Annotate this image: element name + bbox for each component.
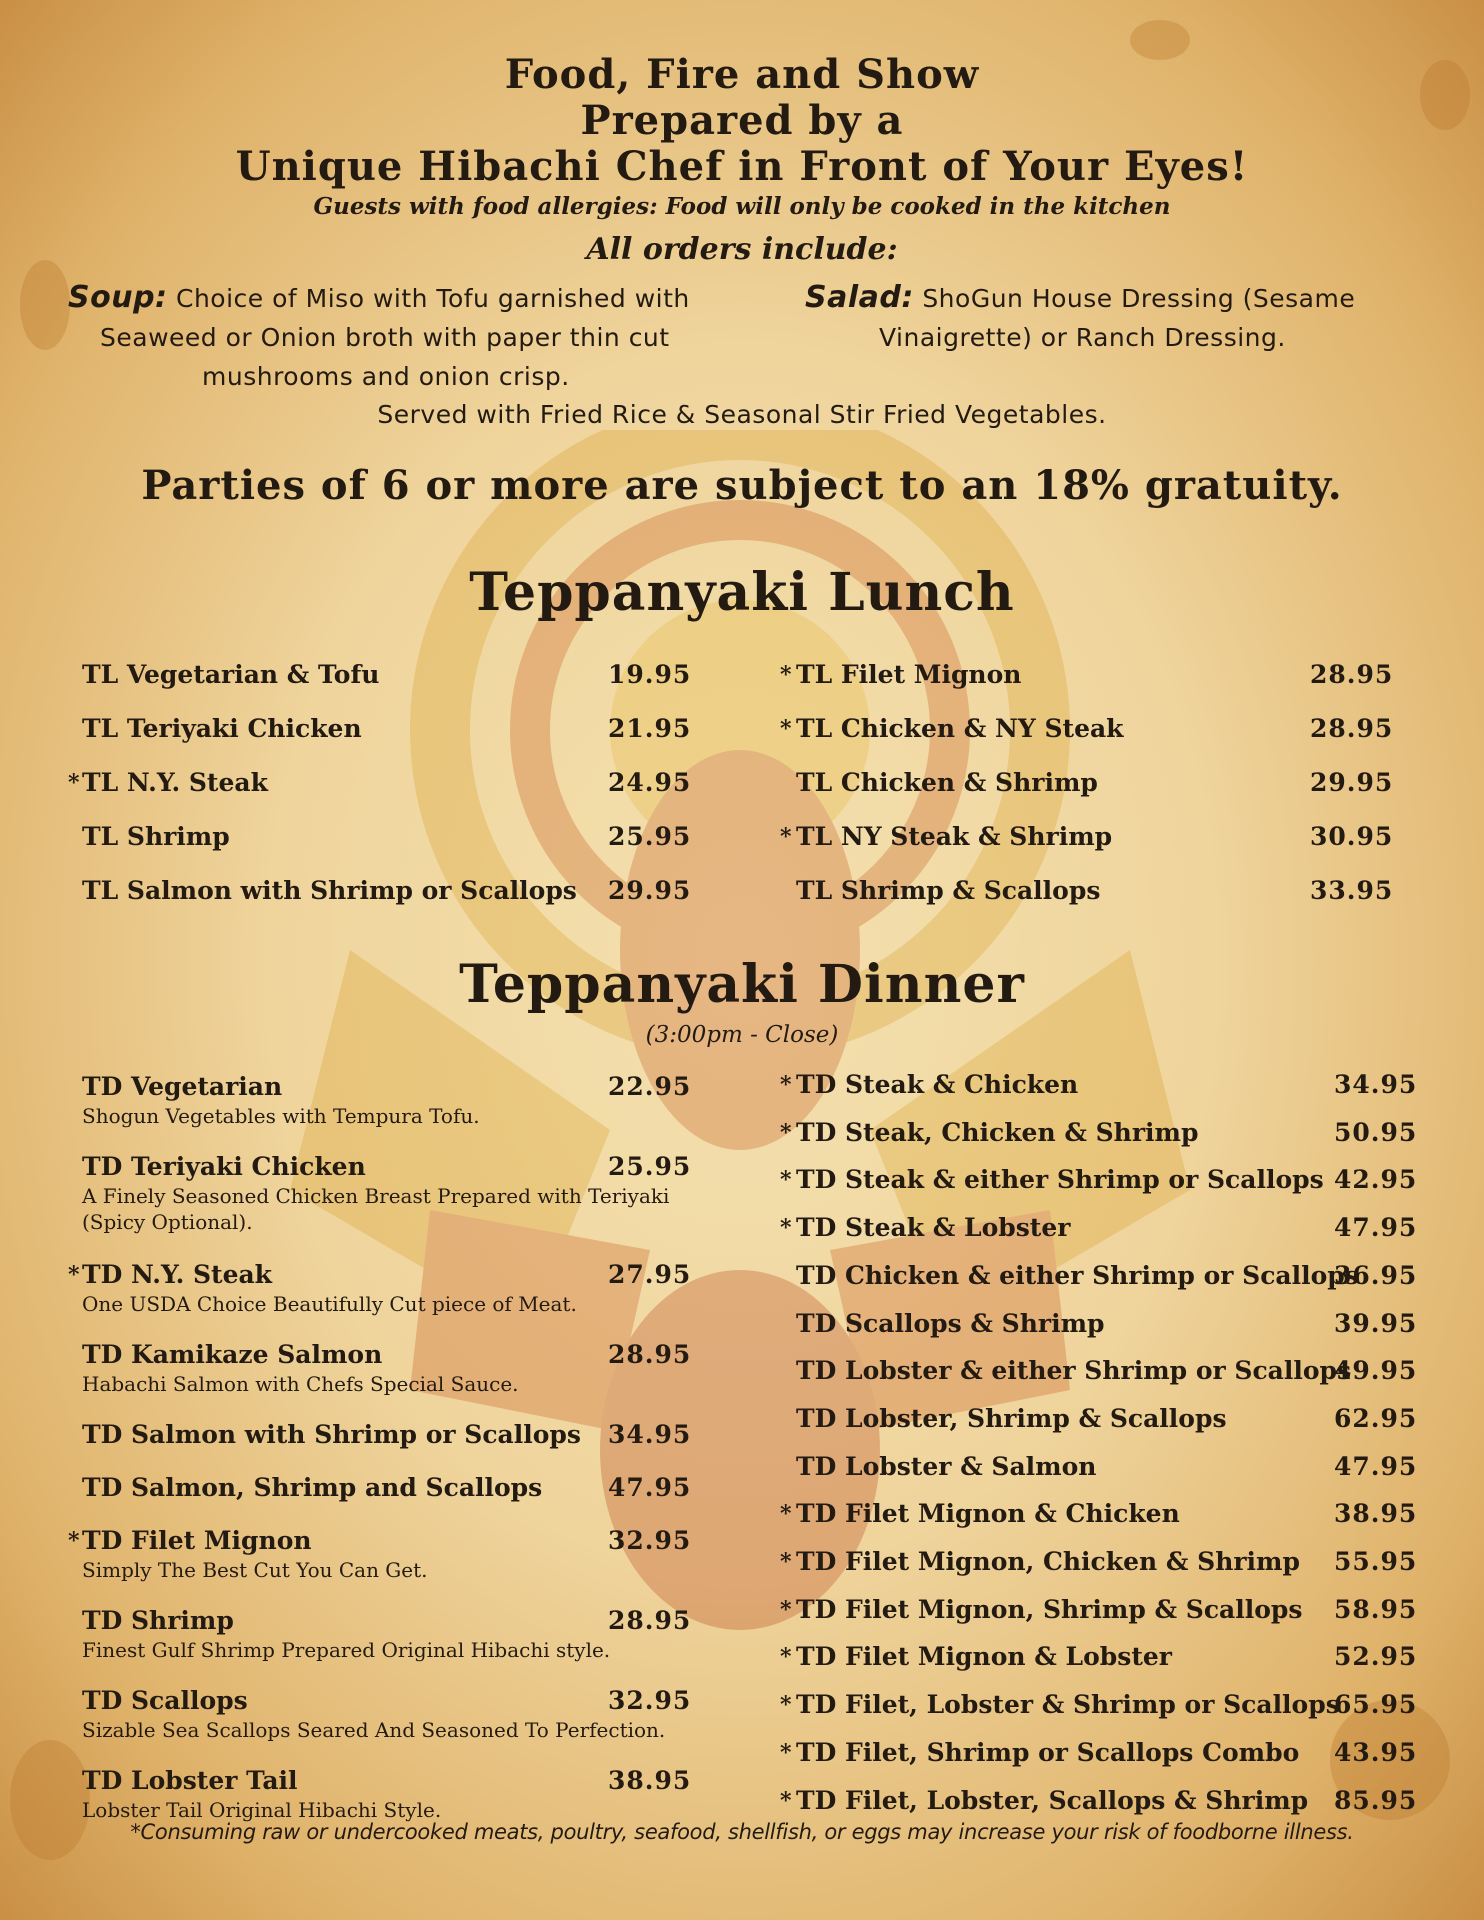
dinner-item-price: 36.95 bbox=[1334, 1260, 1418, 1290]
lunch-item-name: TL N.Y. Steak bbox=[82, 768, 268, 797]
dinner-item-price: 62.95 bbox=[1334, 1403, 1418, 1433]
soup-line-2: Seaweed or Onion broth with paper thin cut bbox=[100, 323, 670, 352]
lunch-item-name: TL NY Steak & Shrimp bbox=[796, 822, 1113, 851]
dinner-item-name: TD Steak & Chicken bbox=[796, 1070, 1079, 1099]
lunch-item-name: TL Chicken & NY Steak bbox=[796, 714, 1124, 743]
lunch-item-name: TL Shrimp bbox=[82, 822, 230, 851]
lunch-star: * bbox=[780, 716, 792, 742]
stain-decoration bbox=[20, 260, 70, 350]
headline-line-3: Unique Hibachi Chef in Front of Your Eyes! bbox=[235, 143, 1249, 190]
dinner-item-name: TD Lobster, Shrimp & Scallops bbox=[796, 1403, 1227, 1433]
dinner-star: * bbox=[780, 1787, 792, 1814]
dinner-item-price: 47.95 bbox=[1334, 1451, 1418, 1481]
salad-line-2: Vinaigrette) or Ranch Dressing. bbox=[879, 323, 1286, 352]
dinner-item-name: TD Scallops bbox=[82, 1686, 248, 1715]
dinner-item-price: 65.95 bbox=[1334, 1690, 1418, 1720]
dinner-item-name: TD Filet, Lobster, Scallops & Shrimp bbox=[796, 1785, 1309, 1815]
dinner-item-description: Lobster Tail Original Hibachi Style. bbox=[82, 1798, 442, 1822]
dinner-star: * bbox=[780, 1501, 792, 1528]
lunch-item-name: TL Salmon with Shrimp or Scallops bbox=[82, 876, 577, 905]
dinner-item-price: 49.95 bbox=[1334, 1356, 1418, 1386]
headline-line-1: Food, Fire and Show bbox=[504, 51, 980, 98]
soup-block bbox=[68, 278, 748, 396]
dinner-item-name: TD Scallops & Shrimp bbox=[796, 1308, 1105, 1338]
soup-label: Soup: bbox=[68, 280, 168, 315]
lunch-item-name: TL Shrimp & Scallops bbox=[796, 876, 1101, 905]
dinner-item-price: 58.95 bbox=[1334, 1594, 1418, 1624]
dinner-star: * bbox=[780, 1119, 792, 1146]
dinner-star: * bbox=[68, 1528, 80, 1554]
dinner-item-price: 43.95 bbox=[1334, 1737, 1418, 1767]
dinner-item-name: TD Filet Mignon, Chicken & Shrimp bbox=[796, 1547, 1300, 1576]
includes-label: All orders include: bbox=[586, 232, 898, 267]
dinner-item-price: 42.95 bbox=[1334, 1165, 1418, 1195]
lunch-item-name: TL Chicken & Shrimp bbox=[796, 768, 1098, 797]
dinner-star: * bbox=[780, 1072, 792, 1098]
dinner-title: Teppanyaki Dinner bbox=[459, 954, 1025, 1015]
dinner-item-name: TD Steak & Lobster bbox=[796, 1213, 1071, 1243]
dinner-item-description: Shogun Vegetables with Tempura Tofu. bbox=[82, 1104, 480, 1128]
dinner-item-name: TD Vegetarian bbox=[82, 1072, 283, 1101]
salad-line-1: ShoGun House Dressing (Sesame bbox=[922, 284, 1356, 313]
dinner-item-name: TD Lobster & Salmon bbox=[796, 1451, 1097, 1481]
lunch-item-price: 28.95 bbox=[1310, 660, 1394, 689]
served-with: Served with Fried Rice & Seasonal Stir Fried Vegetables. bbox=[377, 400, 1107, 429]
dinner-item-name: TD Filet Mignon & Chicken bbox=[796, 1499, 1180, 1529]
lunch-item-name: TL Teriyaki Chicken bbox=[82, 714, 362, 743]
dinner-item-description: Sizable Sea Scallops Seared And Seasoned To Perfection. bbox=[82, 1718, 666, 1742]
dinner-item-name: TD Steak & either Shrimp or Scallops bbox=[796, 1165, 1324, 1195]
dinner-item-price: 85.95 bbox=[1334, 1785, 1418, 1815]
soup-line-1: Choice of Miso with Tofu garnished with bbox=[176, 284, 690, 313]
soup-line-3: mushrooms and onion crisp. bbox=[202, 362, 570, 391]
lunch-star: * bbox=[68, 770, 80, 796]
dinner-item-price: 25.95 bbox=[608, 1152, 692, 1181]
dinner-item-price: 34.95 bbox=[1334, 1070, 1418, 1099]
dinner-item-name: TD Lobster Tail bbox=[82, 1766, 298, 1795]
dinner-item-name: TD Teriyaki Chicken bbox=[82, 1152, 366, 1181]
dinner-item-description: A Finely Seasoned Chicken Breast Prepared with Teriyaki bbox=[82, 1184, 670, 1208]
dinner-item-price: 28.95 bbox=[608, 1606, 692, 1635]
dinner-item-name: TD Salmon with Shrimp or Scallops bbox=[82, 1420, 581, 1449]
dinner-star: * bbox=[780, 1596, 792, 1623]
dinner-star: * bbox=[780, 1167, 792, 1194]
dinner-item-price: 39.95 bbox=[1334, 1308, 1418, 1338]
gratuity-notice: Parties of 6 or more are subject to an 18% gratuity. bbox=[141, 462, 1343, 509]
dinner-item-description: Simply The Best Cut You Can Get. bbox=[82, 1558, 428, 1582]
dinner-item-name: TD Steak, Chicken & Shrimp bbox=[796, 1117, 1199, 1147]
dinner-item-price: 38.95 bbox=[608, 1766, 692, 1795]
dinner-item-name: TD Kamikaze Salmon bbox=[82, 1340, 383, 1369]
lunch-item-price: 28.95 bbox=[1310, 714, 1394, 743]
dinner-item-price: 22.95 bbox=[608, 1072, 692, 1101]
allergy-note: Guests with food allergies: Food will only be cooked in the kitchen bbox=[313, 193, 1171, 220]
lunch-item-price: 29.95 bbox=[608, 876, 692, 905]
dinner-item-description: (Spicy Optional). bbox=[82, 1210, 253, 1234]
dinner-item-price: 55.95 bbox=[1334, 1547, 1418, 1576]
dinner-item-name: TD Lobster & either Shrimp or Scallops bbox=[796, 1356, 1352, 1386]
lunch-item-price: 24.95 bbox=[608, 768, 692, 797]
lunch-item-name: TL Filet Mignon bbox=[796, 660, 1022, 689]
lunch-item-name: TL Vegetarian & Tofu bbox=[82, 660, 380, 689]
salad-block bbox=[805, 278, 1445, 357]
dinner-item-price: 52.95 bbox=[1334, 1642, 1418, 1672]
dinner-item-price: 32.95 bbox=[608, 1686, 692, 1715]
lunch-title: Teppanyaki Lunch bbox=[469, 562, 1015, 623]
dinner-item-name: TD Shrimp bbox=[82, 1606, 234, 1635]
dinner-star: * bbox=[780, 1644, 792, 1671]
dinner-item-price: 47.95 bbox=[608, 1473, 692, 1502]
dinner-star: * bbox=[68, 1262, 80, 1288]
dinner-star: * bbox=[780, 1215, 792, 1242]
dinner-star: * bbox=[780, 1739, 792, 1766]
lunch-item-price: 30.95 bbox=[1310, 822, 1394, 851]
lunch-item-price: 29.95 bbox=[1310, 768, 1394, 797]
dinner-item-price: 47.95 bbox=[1334, 1213, 1418, 1243]
dinner-item-name: TD Filet Mignon & Lobster bbox=[796, 1642, 1172, 1672]
dinner-item-description: One USDA Choice Beautifully Cut piece of Meat. bbox=[82, 1292, 577, 1316]
dinner-item-name: TD N.Y. Steak bbox=[82, 1260, 273, 1289]
dinner-item-price: 27.95 bbox=[608, 1260, 692, 1289]
dinner-star: * bbox=[780, 1692, 792, 1719]
dinner-star: * bbox=[780, 1549, 792, 1575]
dinner-item-name: TD Filet Mignon bbox=[82, 1526, 312, 1555]
food-safety-disclaimer: *Consuming raw or undercooked meats, poultry, seafood, shellfish, or eggs may increase your risk of foodborne illness. bbox=[130, 1820, 1354, 1844]
dinner-item-name: TD Filet, Shrimp or Scallops Combo bbox=[796, 1737, 1300, 1767]
dinner-item-price: 34.95 bbox=[608, 1420, 692, 1449]
lunch-item-price: 33.95 bbox=[1310, 876, 1394, 905]
dinner-hours: (3:00pm - Close) bbox=[645, 1022, 839, 1048]
lunch-star: * bbox=[780, 824, 792, 850]
dinner-item-price: 28.95 bbox=[608, 1340, 692, 1369]
lunch-star: * bbox=[780, 662, 792, 688]
dinner-item-price: 38.95 bbox=[1334, 1499, 1418, 1529]
dinner-item-description: Finest Gulf Shrimp Prepared Original Hibachi style. bbox=[82, 1638, 611, 1662]
dinner-item-name: TD Filet Mignon, Shrimp & Scallops bbox=[796, 1594, 1303, 1624]
dinner-item-name: TD Filet, Lobster & Shrimp or Scallops bbox=[796, 1690, 1340, 1720]
dinner-item-name: TD Salmon, Shrimp and Scallops bbox=[82, 1473, 543, 1502]
lunch-item-price: 21.95 bbox=[608, 714, 692, 743]
dinner-item-name: TD Chicken & either Shrimp or Scallops bbox=[796, 1260, 1359, 1290]
headline-line-2: Prepared by a bbox=[580, 97, 904, 144]
dinner-item-price: 50.95 bbox=[1334, 1117, 1418, 1147]
dinner-item-description: Habachi Salmon with Chefs Special Sauce. bbox=[82, 1372, 519, 1396]
lunch-item-price: 19.95 bbox=[608, 660, 692, 689]
salad-label: Salad: bbox=[805, 280, 914, 315]
dinner-item-price: 32.95 bbox=[608, 1526, 692, 1555]
lunch-item-price: 25.95 bbox=[608, 822, 692, 851]
